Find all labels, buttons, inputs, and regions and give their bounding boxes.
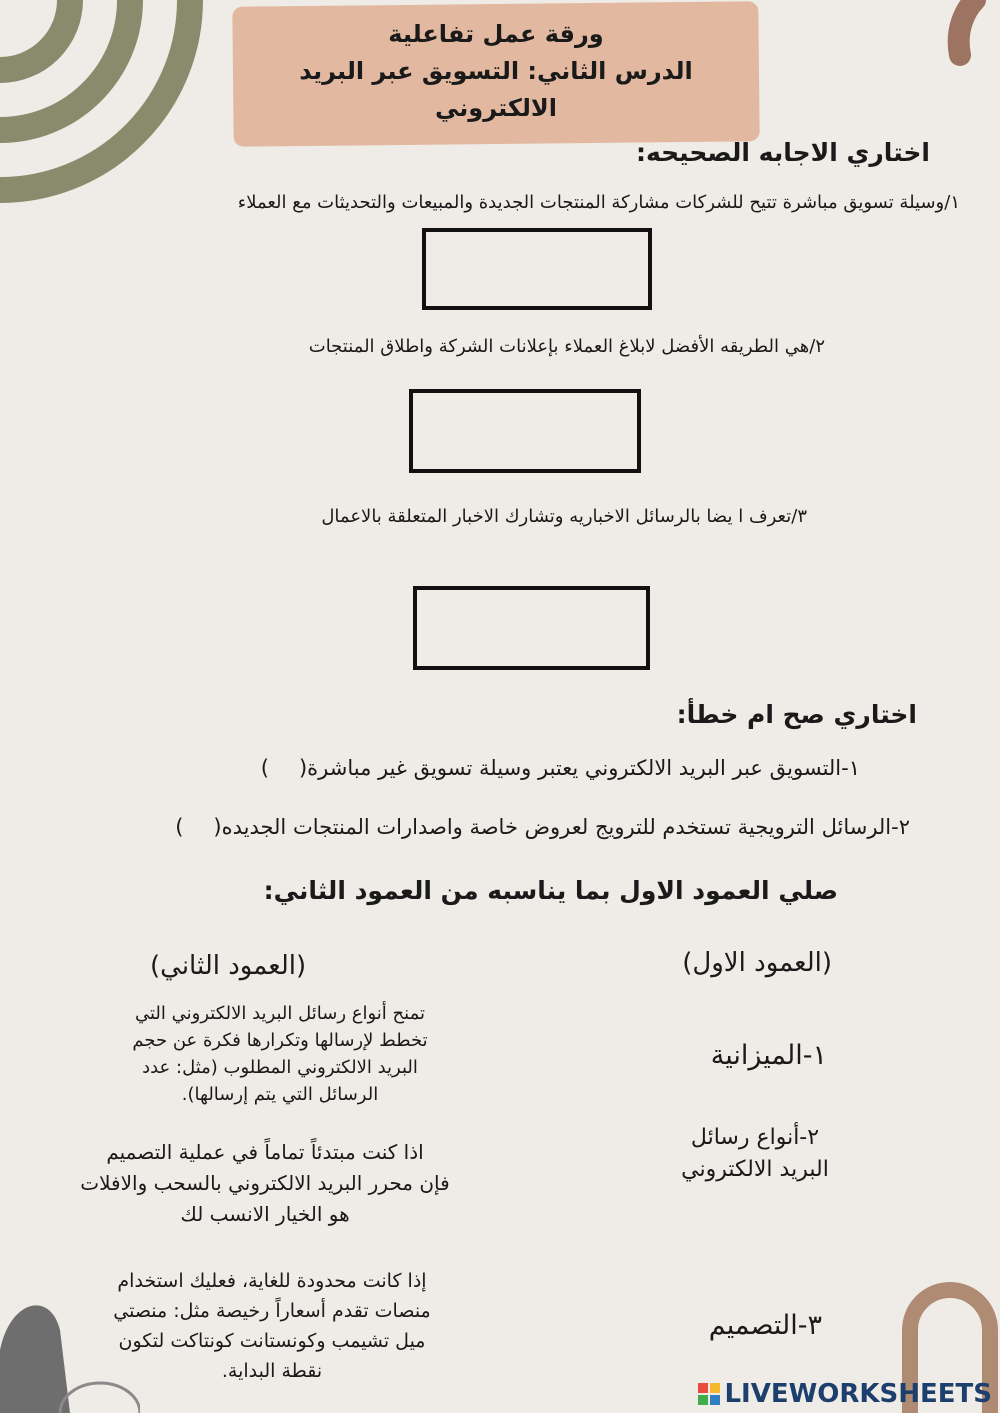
item-line: منصات تقدم أسعاراً رخيصة مثل: منصتي [113, 1300, 431, 1322]
item-line: البريد الالكتروني [681, 1157, 829, 1182]
match-item-second[interactable] [60, 1000, 500, 1108]
decorative-stroke [940, 0, 1000, 70]
true-false-input[interactable] [269, 756, 299, 782]
liveworksheets-logo [698, 1379, 992, 1409]
item-line: الرسائل التي يتم إرسالها). [181, 1084, 379, 1105]
question-text: ٢/هي الطريقه الأفضل لابلاغ العملاء بإعلانات الشركة واطلاق المنتجات [308, 336, 825, 357]
item-line: فإن محرر البريد الالكتروني بالسحب والافلات [80, 1171, 450, 1195]
answer-box[interactable] [413, 586, 650, 670]
match-item-first[interactable]: ٣-التصميم [708, 1310, 822, 1341]
item-line: ميل تشيمب وكونستانت كونتاكت لتكون [118, 1330, 426, 1352]
match-item-first[interactable]: ١-الميزانية [710, 1040, 827, 1071]
item-line: نقطة البداية. [221, 1360, 323, 1382]
paren-close: ) [260, 756, 269, 780]
worksheet-title [233, 16, 759, 127]
column-header-second: (العمود الثاني) [150, 951, 307, 981]
question-text: ٣/تعرف ا يضا بالرسائل الاخباريه وتشارك الاخبار المتعلقة بالاعمال [321, 506, 807, 527]
answer-box[interactable] [409, 389, 641, 473]
decorative-arcs [0, 0, 240, 210]
item-line: ٢-أنواع رسائل [690, 1125, 820, 1150]
section-heading: اختاري صح ام خطأ: [676, 700, 917, 729]
item-line: إذا كانت محدودة للغاية، فعليك استخدام [117, 1270, 427, 1292]
true-false-input[interactable] [183, 815, 213, 841]
item-line: هو الخيار الانسب لك [180, 1202, 350, 1226]
logo-text: LIVEWORKSHEETS [724, 1379, 992, 1409]
item-line: تخطط لإرسالها وتكرارها فكرة عن حجم [132, 1030, 428, 1051]
match-item-second[interactable] [52, 1266, 492, 1386]
match-item-first[interactable] [650, 1122, 860, 1186]
section-heading: صلي العمود الاول بما يناسبه من العمود الثاني: [263, 876, 838, 905]
item-line: اذا كنت مبتدئاً تماماً في عملية التصميم [106, 1140, 424, 1164]
title-line: ورقة عمل تفاعلية [388, 20, 604, 48]
item-line: تمنح أنواع رسائل البريد الالكتروني التي [134, 1003, 425, 1024]
paren-close: ) [175, 815, 184, 839]
title-line: الالكتروني [434, 94, 557, 122]
true-false-item [261, 756, 860, 782]
true-false-item [175, 815, 910, 841]
statement-text: ١-التسويق عبر البريد الالكتروني يعتبر وسيلة تسويق غير مباشرة( [298, 756, 860, 780]
column-header-first: (العمود الاول) [682, 948, 832, 978]
section-heading: اختاري الاجابه الصحيحه: [635, 138, 930, 167]
question-text: ١/وسيلة تسويق مباشرة تتيح للشركات مشاركة المنتجات الجديدة والمبيعات والتحديثات مع العملاء [237, 192, 960, 213]
answer-box[interactable] [422, 228, 652, 310]
item-line: البريد الالكتروني المطلوب (مثل: عدد [142, 1057, 418, 1078]
title-line: الدرس الثاني: التسويق عبر البريد [299, 57, 693, 85]
match-item-second[interactable] [45, 1137, 485, 1230]
logo-icon [698, 1383, 720, 1405]
statement-text: ٢-الرسائل الترويجية تستخدم للترويج لعروض خاصة واصدارات المنتجات الجديده( [213, 815, 910, 839]
